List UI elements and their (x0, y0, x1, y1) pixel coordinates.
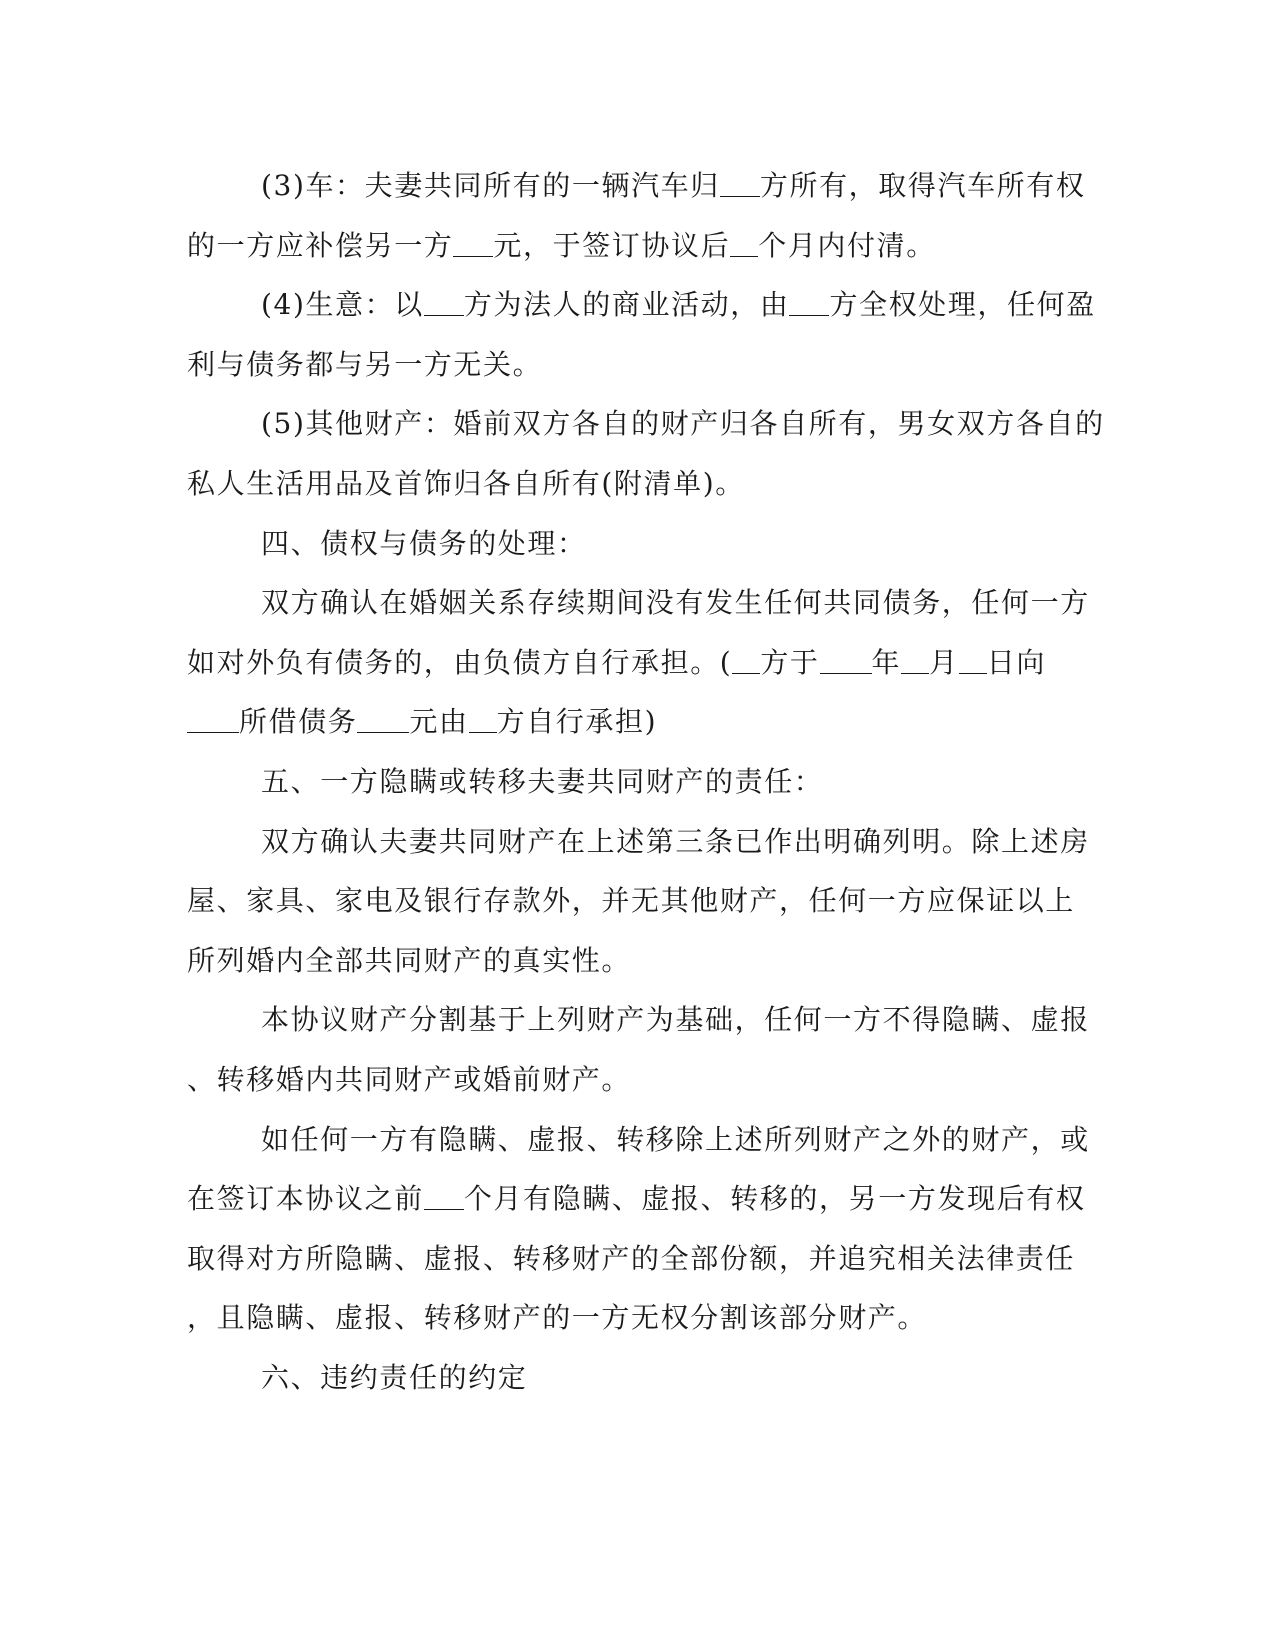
text-line (187, 692, 1087, 752)
text-line (187, 990, 1090, 1050)
fill-in-blank (959, 645, 987, 674)
text-segment: 取得对方所隐瞒、虚报、转移财产的全部份额，并追究相关法律责任 (187, 1241, 1076, 1275)
text-segment: 如对外负有债务的，由负债方自行承担。( (187, 645, 733, 679)
text-segment: 的一方应补偿另一方 (187, 228, 454, 262)
text-line (187, 812, 1090, 872)
text-line (187, 394, 1105, 454)
text-segment: 个月有隐瞒、虚报、转移的，另一方发现后有权 (463, 1182, 1086, 1216)
text-line (187, 1169, 1087, 1229)
text-line (187, 216, 1087, 276)
text-segment: 如任何一方有隐瞒、虚报、转移除上述所列财产之外的财产，或 (261, 1122, 1090, 1156)
text-segment: 所列婚内全部共同财产的真实性。 (187, 943, 632, 977)
text-segment: 利与债务都与另一方无关。 (187, 347, 543, 381)
text-line (187, 514, 1087, 574)
fill-in-blank (187, 704, 239, 733)
text-segment: 本协议财产分割基于上列财产为基础，任何一方不得隐瞒、虚报 (261, 1003, 1090, 1037)
text-line (187, 633, 1087, 693)
text-segment: (4)生意：以 (261, 288, 424, 322)
text-line (187, 871, 1087, 931)
text-segment: 个月内付清。 (758, 228, 936, 262)
text-line (187, 752, 1087, 812)
text-segment: 六、违约责任的约定 (261, 1360, 528, 1394)
text-segment: 方所有，取得汽车所有权 (759, 169, 1086, 202)
fill-in-blank (901, 645, 929, 674)
text-line (187, 335, 1087, 395)
fill-in-blank (720, 168, 760, 197)
text-segment: 年 (871, 645, 902, 679)
text-segment: 屋、家具、家电及银行存款外，并无其他财产，任何一方应保证以上 (187, 884, 1076, 918)
text-line (187, 1050, 1087, 1110)
fill-in-blank (730, 228, 758, 257)
fill-in-blank (732, 645, 760, 674)
text-segment: 月 (929, 645, 959, 679)
text-segment: 日向 (986, 645, 1046, 679)
text-segment: 双方确认夫妻共同财产在上述第三条已作出明确列明。除上述房 (261, 824, 1090, 858)
fill-in-blank (357, 704, 409, 733)
text-segment: 所借债务 (239, 705, 358, 739)
text-line (187, 1110, 1090, 1170)
text-line (187, 1288, 1087, 1348)
text-line (187, 1348, 1087, 1408)
text-segment: 方为法人的商业活动，由 (463, 288, 790, 322)
text-segment: (5)其他财产：婚前双方各自的财产归各自所有，男女双方各自的 (261, 407, 1105, 441)
text-segment: ，且隐瞒、虚报、转移财产的一方无权分割该部分财产。 (187, 1301, 928, 1335)
text-segment: 私人生活用品及首饰归各自所有(附清单)。 (187, 466, 745, 500)
text-line (187, 931, 1087, 991)
text-segment: 方自行承担) (496, 705, 658, 739)
text-line (187, 156, 1087, 216)
fill-in-blank (789, 287, 829, 316)
fill-in-blank (424, 287, 464, 316)
document-body (187, 156, 1105, 1407)
text-segment: 元，于签订协议后 (493, 228, 731, 262)
text-segment: 四、债权与债务的处理： (261, 526, 587, 560)
text-segment: 在签订本协议之前 (187, 1182, 424, 1216)
text-segment: 、转移婚内共同财产或婚前财产。 (187, 1062, 632, 1096)
text-segment: (3)车：夫妻共同所有的一辆汽车归 (261, 169, 720, 202)
fill-in-blank (453, 228, 493, 257)
fill-in-blank (820, 645, 872, 674)
text-segment: 方于 (760, 645, 820, 679)
text-line (187, 454, 1087, 514)
text-line (187, 573, 1090, 633)
text-segment: 方全权处理，任何盈 (829, 288, 1096, 322)
text-segment: 双方确认在婚姻关系存续期间没有发生任何共同债务，任何一方 (261, 586, 1090, 620)
fill-in-blank (424, 1181, 464, 1210)
fill-in-blank (469, 704, 497, 733)
text-line (187, 275, 1096, 335)
text-segment: 元由 (409, 705, 469, 739)
text-segment: 五、一方隐瞒或转移夫妻共同财产的责任： (261, 764, 824, 798)
text-line (187, 1229, 1087, 1289)
